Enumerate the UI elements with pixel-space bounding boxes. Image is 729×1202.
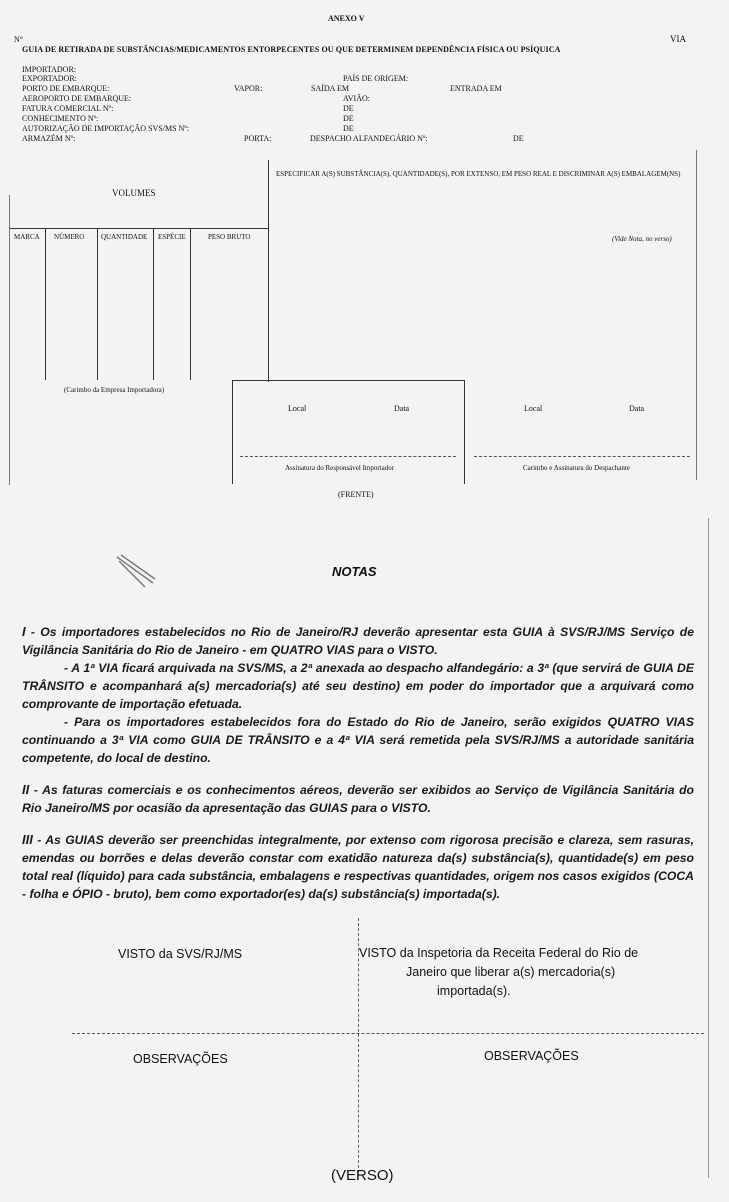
field-pais-origem: PAÍS DE ORIGEM:	[343, 74, 409, 83]
notas-title: NOTAS	[332, 564, 377, 579]
note-iii-text: - As GUIAS deverão ser preenchidas integralmente, por extenso com rigorosa precisão e clareza, sem rasuras, emendas ou borrões e delas deverão constar com exatidão natureza da(s) substância(s), quantidade(s) em peso total real (líquido) para cada substância, embalagens e respectivas quantidades, origem nos casos exigidos (COCA - folha e ÓPIO - bruto), bem como exportador(es) da(s) substância(s) importada(s).	[22, 833, 694, 901]
columns-rule	[10, 228, 268, 229]
field-de-4: DE	[513, 134, 524, 143]
vide-nota: (Vide Nota, no verso)	[612, 235, 672, 243]
sig-line-2	[474, 456, 690, 457]
field-de-3: DE	[343, 124, 354, 133]
note-i	[22, 623, 694, 659]
col-sep-4	[190, 228, 191, 380]
note-ii	[22, 781, 694, 817]
col-peso-bruto: PESO BRUTO	[208, 233, 251, 241]
col-quantidade: QUANTIDADE	[101, 233, 148, 241]
col-marca: MARCA	[14, 233, 40, 241]
visto-receita-line3: importada(s).	[437, 984, 511, 998]
observacoes-left: OBSERVAÇÕES	[133, 1052, 228, 1066]
right-border	[696, 150, 697, 480]
visto-receita-line1: VISTO da Inspetoria da Receita Federal do Rio de	[359, 946, 639, 960]
left-border	[9, 195, 10, 485]
note-i-b: - Para os importadores estabelecidos fora do Estado do Rio de Janeiro, serão exigidos QUATRO VIAS continuando a 3ª VIA como GUIA DE TRÂNSITO e a 4ª VIA será remetida pela SVS/RJ/MS a autoridade sanitária competente, do local de destino.	[22, 715, 694, 765]
field-autorizacao: AUTORIZAÇÃO DE IMPORTAÇÃO SVS/MS Nº:	[22, 124, 190, 133]
field-conhecimento: CONHECIMENTO Nº:	[22, 114, 99, 123]
sig-box-top	[232, 380, 465, 381]
observacoes-right: OBSERVAÇÕES	[484, 1049, 579, 1063]
especificar-label: ESPECIFICAR A(S) SUBSTÂNCIA(S), QUANTIDADE(S), POR EXTENSO, EM PESO REAL E DISCRIMINAR A(S) EMBALAGEM(NS)	[276, 170, 681, 178]
field-de-1: DE	[343, 104, 354, 113]
field-porto-embarque: PORTO DE EMBARQUE:	[22, 84, 110, 93]
verso-label: (VERSO)	[331, 1167, 394, 1184]
visto-receita-line2: Janeiro que liberar a(s) mercadoria(s)	[406, 965, 616, 979]
col-sep-3	[153, 228, 154, 380]
carimbo-empresa: (Carimbo da Empresa Importadora)	[64, 386, 165, 394]
sig-box-right	[464, 380, 465, 484]
form-back	[0, 510, 729, 1202]
field-importador: IMPORTADOR:	[22, 65, 76, 74]
field-aviao: AVIÃO:	[343, 94, 370, 103]
field-despacho: DESPACHO ALFANDEGÁRIO Nº:	[310, 134, 428, 143]
carimbo-despachante: Carimbo e Assinatura do Despachante	[523, 464, 630, 472]
field-vapor: VAPOR:	[234, 84, 263, 93]
data-label-2: Data	[629, 404, 645, 413]
data-label-1: Data	[394, 404, 410, 413]
volumes-label: VOLUMES	[112, 188, 156, 198]
field-exportador: EXPORTADOR:	[22, 74, 77, 83]
frente-label: (FRENTE)	[338, 490, 374, 499]
field-aeroporto: AEROPORTO DE EMBARQUE:	[22, 94, 132, 103]
pen-mark-icon	[115, 553, 157, 589]
field-porta: PORTA:	[244, 134, 272, 143]
assinatura-importador: Assinatura do Responsável Importador	[285, 464, 395, 472]
col-sep-2	[97, 228, 98, 380]
field-entrada-em: ENTRADA EM	[450, 84, 502, 93]
col-sep-1	[45, 228, 46, 380]
form-front	[0, 0, 729, 510]
via-label: VIA	[670, 34, 686, 44]
sig-line-1	[240, 456, 456, 457]
annex-title: ANEXO V	[328, 14, 365, 23]
divider-volumes	[268, 160, 269, 382]
form-title: GUIA DE RETIRADA DE SUBSTÂNCIAS/MEDICAMENTOS ENTORPECENTES OU QUE DETERMINEM DEPENDÊNCIA FÍSICA OU PSÍQUICA	[22, 45, 561, 54]
note-i-number: I	[22, 624, 26, 639]
note-iii-number: III	[22, 832, 33, 847]
note-i-a: - A 1ª VIA ficará arquivada na SVS/MS, a 2ª anexada ao despacho alfandegário: a 3ª (que servirá de GUIA DE TRÂNSITO e acompanhará a(s) mercadoria(s) até seu destino) em poder do importador que a arquivará como comprovante de importação efetuada.	[22, 661, 694, 711]
col-especie: ESPÉCIE	[158, 233, 186, 241]
field-armazem: ARMAZÉM Nº:	[22, 134, 76, 143]
local-label-2: Local	[524, 404, 543, 413]
sig-box-left	[232, 380, 233, 484]
note-iii	[22, 831, 694, 903]
visto-svs: VISTO da SVS/RJ/MS	[118, 947, 243, 961]
back-right-edge	[708, 518, 709, 1178]
number-label: N°	[14, 35, 23, 44]
note-ii-text: - As faturas comerciais e os conhecimentos aéreos, deverão ser exibidos ao Serviço de Vigilância Sanitária do Rio Janeiro/MS por ocasião da apresentação das GUIAS para o VISTO.	[22, 783, 694, 815]
field-de-2: DE	[343, 114, 354, 123]
local-label-1: Local	[288, 404, 307, 413]
field-saida-em: SAÍDA EM	[311, 84, 350, 93]
visto-rule	[72, 1033, 704, 1034]
note-i-text: - Os importadores estabelecidos no Rio de Janeiro/RJ deverão apresentar esta GUIA à SVS/RJ/MS Serviço de Vigilância Sanitária do Rio de Janeiro - em QUATRO VIAS para o VISTO.	[22, 625, 694, 657]
col-numero: NÚMERO	[54, 233, 85, 241]
note-ii-number: II	[22, 782, 30, 797]
notes-body	[22, 623, 694, 903]
field-fatura: FATURA COMERCIAL Nº:	[22, 104, 114, 113]
